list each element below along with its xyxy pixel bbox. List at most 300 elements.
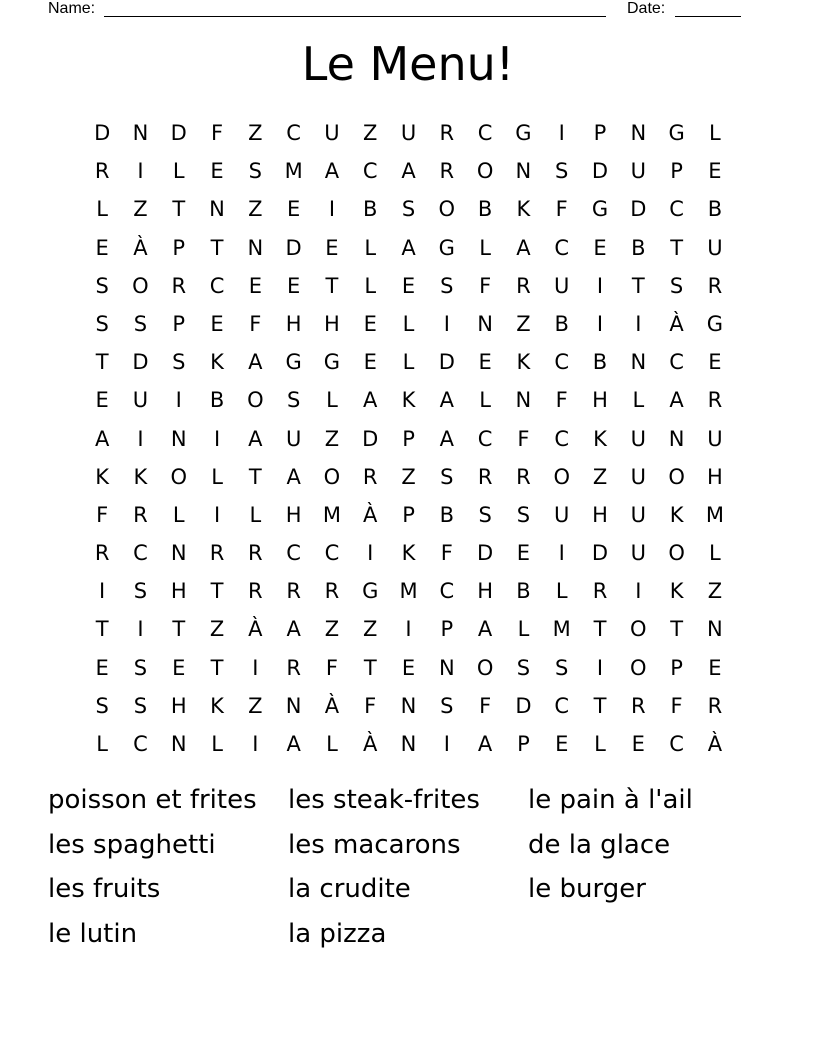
grid-letter: A <box>363 388 378 413</box>
grid-row <box>83 687 736 725</box>
grid-letter: A <box>516 235 531 260</box>
grid-letter: I <box>596 273 604 298</box>
grid-letter: R <box>248 579 263 604</box>
grid-letter: S <box>133 311 148 336</box>
grid-letter: M <box>705 502 724 527</box>
grid-letter: Z <box>363 617 378 642</box>
grid-letter: D <box>630 197 647 222</box>
grid-letter: P <box>517 732 530 756</box>
grid-letter: S <box>478 502 492 527</box>
grid-letter: U <box>132 388 149 413</box>
grid-letter: T <box>95 350 109 375</box>
word-list-item: les fruits <box>48 874 161 904</box>
grid-letter: E <box>95 235 109 260</box>
grid-letter: U <box>554 273 570 298</box>
grid-letter: K <box>210 693 224 718</box>
grid-letter: F <box>440 541 453 566</box>
grid-letter: A <box>439 388 454 413</box>
grid-letter: R <box>631 693 646 718</box>
grid-letter: M <box>399 579 418 604</box>
grid-letter: L <box>594 732 606 756</box>
grid-letter: E <box>286 273 301 298</box>
grid-letter: B <box>631 235 646 260</box>
grid-letter: C <box>286 121 301 145</box>
grid-letter: R <box>209 541 225 566</box>
grid-letter: N <box>209 197 225 222</box>
grid-letter: T <box>248 464 262 489</box>
grid-letter: N <box>707 617 723 642</box>
grid-letter: E <box>172 655 186 680</box>
grid-letter: C <box>133 541 148 566</box>
grid-letter: D <box>285 235 302 260</box>
grid-letter: P <box>670 655 683 680</box>
grid-letter: N <box>400 693 417 718</box>
grid-letter: D <box>438 350 455 375</box>
grid-letter: E <box>210 311 224 336</box>
grid-letter: S <box>133 693 148 718</box>
grid-row <box>83 610 736 648</box>
grid-letter: U <box>554 502 570 527</box>
grid-letter: C <box>669 732 684 756</box>
grid-row <box>83 725 736 763</box>
grid-letter: H <box>324 311 340 336</box>
grid-letter: E <box>516 541 531 566</box>
grid-letter: O <box>247 388 264 413</box>
grid-letter: I <box>367 541 374 566</box>
grid-letter: À <box>133 235 148 260</box>
grid-letter: R <box>133 502 148 527</box>
grid-letter: M <box>552 617 571 642</box>
grid-letter: L <box>517 617 530 642</box>
grid-letter: C <box>286 541 301 566</box>
grid-letter: C <box>477 426 493 451</box>
grid-letter: À <box>324 693 340 718</box>
grid-letter: R <box>516 464 531 489</box>
grid-letter: A <box>439 426 454 451</box>
grid-letter: N <box>477 311 493 336</box>
grid-letter: H <box>592 502 608 527</box>
grid-letter: N <box>132 121 149 145</box>
grid-letter: R <box>362 464 378 489</box>
page-title: Le Menu! <box>301 37 515 91</box>
grid-letter: E <box>95 388 109 413</box>
grid-letter: A <box>248 350 263 375</box>
grid-letter: Z <box>248 197 263 222</box>
grid-letter: S <box>440 464 454 489</box>
grid-letter: P <box>670 159 683 184</box>
grid-letter: U <box>324 121 340 145</box>
grid-letter: F <box>210 121 224 145</box>
grid-letter: A <box>669 388 684 413</box>
grid-letter: I <box>252 655 259 680</box>
grid-row <box>83 496 736 534</box>
grid-letter: A <box>94 426 110 451</box>
grid-letter: U <box>630 426 646 451</box>
grid-letter: A <box>286 732 301 756</box>
word-list-row <box>48 869 768 914</box>
grid-letter: O <box>553 464 570 489</box>
grid-letter: P <box>402 426 415 451</box>
grid-letter: G <box>323 350 341 375</box>
date-label: Date: <box>627 0 666 17</box>
grid-row <box>83 649 736 687</box>
grid-letter: R <box>439 159 455 184</box>
grid-letter: D <box>591 541 609 566</box>
date-blank-line[interactable] <box>675 0 741 17</box>
grid-letter: L <box>555 579 568 604</box>
grid-letter: B <box>554 311 569 336</box>
grid-letter: S <box>172 350 186 375</box>
grid-letter: E <box>708 159 722 184</box>
grid-letter: S <box>133 579 148 604</box>
grid-letter: L <box>172 159 185 184</box>
grid-letter: G <box>515 121 532 145</box>
grid-letter: K <box>95 464 110 489</box>
grid-letter: U <box>400 121 417 145</box>
grid-letter: I <box>137 617 144 642</box>
grid-letter: L <box>96 197 108 222</box>
grid-letter: T <box>670 235 684 260</box>
word-list-item: les spaghetti <box>48 829 216 860</box>
grid-letter: K <box>593 426 607 451</box>
grid-letter: U <box>630 541 646 566</box>
grid-letter: R <box>439 121 455 145</box>
word-list-item: de la glace <box>528 829 671 860</box>
grid-letter: I <box>99 579 106 604</box>
grid-letter: R <box>707 388 723 413</box>
grid-letter: L <box>364 235 377 260</box>
grid-letter: P <box>440 617 454 642</box>
grid-letter: N <box>285 693 302 718</box>
grid-letter: T <box>593 617 607 642</box>
grid-letter: H <box>592 388 608 413</box>
grid-letter: S <box>440 693 454 718</box>
grid-letter: Z <box>133 197 148 222</box>
grid-letter: I <box>443 311 450 336</box>
grid-letter: O <box>438 197 456 222</box>
grid-letter: B <box>516 579 531 604</box>
grid-letter: E <box>248 273 262 298</box>
grid-letter: C <box>554 426 570 451</box>
grid-letter: R <box>171 273 187 298</box>
grid-letter: F <box>479 273 492 298</box>
grid-letter: R <box>707 693 723 718</box>
grid-letter: Z <box>324 426 340 451</box>
grid-letter: D <box>170 121 187 145</box>
grid-letter: B <box>592 350 608 375</box>
grid-letter: G <box>591 197 609 222</box>
grid-letter: D <box>132 350 149 375</box>
name-label: Name: <box>48 0 96 17</box>
grid-letter: D <box>591 159 609 184</box>
grid-row <box>83 343 736 381</box>
grid-letter: T <box>95 617 109 642</box>
grid-letter: O <box>668 541 685 566</box>
grid-letter: F <box>364 693 377 718</box>
grid-letter: L <box>364 273 377 298</box>
grid-letter: M <box>322 502 341 527</box>
grid-letter: S <box>516 502 531 527</box>
grid-letter: Z <box>209 617 225 642</box>
grid-letter: G <box>362 579 379 604</box>
grid-letter: T <box>631 273 645 298</box>
grid-letter: N <box>668 426 685 451</box>
grid-letter: L <box>479 388 491 413</box>
grid-letter: C <box>439 579 455 604</box>
grid-letter: I <box>137 426 144 451</box>
grid-letter: F <box>517 426 530 451</box>
grid-letter: Z <box>592 464 608 489</box>
grid-letter: E <box>95 655 109 680</box>
grid-letter: N <box>630 350 647 375</box>
word-list <box>48 780 768 958</box>
grid-letter: F <box>325 655 338 680</box>
grid-letter: F <box>249 311 262 336</box>
grid-letter: I <box>596 655 604 680</box>
grid-letter: S <box>95 693 109 718</box>
grid-letter: O <box>630 655 647 680</box>
grid-row <box>83 152 736 190</box>
grid-row <box>83 190 736 228</box>
grid-letter: U <box>285 426 302 451</box>
grid-letter: R <box>248 541 263 566</box>
grid-letter: K <box>669 502 684 527</box>
name-blank-line[interactable] <box>104 0 606 17</box>
grid-letter: P <box>172 311 186 336</box>
word-list-item: poisson et frites <box>48 785 257 815</box>
grid-letter: N <box>515 388 532 413</box>
grid-letter: O <box>476 655 494 680</box>
grid-letter: L <box>632 388 645 413</box>
grid-letter: T <box>670 617 684 642</box>
grid-letter: L <box>402 350 415 375</box>
grid-letter: E <box>708 655 722 680</box>
grid-letter: R <box>592 579 608 604</box>
grid-letter: G <box>706 311 724 336</box>
grid-letter: R <box>324 579 340 604</box>
grid-letter: I <box>405 617 412 642</box>
grid-letter: Z <box>363 121 378 145</box>
grid-letter: F <box>96 502 109 527</box>
grid-letter: C <box>477 121 493 145</box>
grid-letter: I <box>213 502 221 527</box>
grid-letter: H <box>285 311 302 336</box>
grid-letter: G <box>438 235 455 260</box>
grid-row <box>83 458 736 496</box>
grid-letter: S <box>286 388 301 413</box>
grid-letter: N <box>438 655 455 680</box>
grid-letter: L <box>709 121 721 145</box>
grid-letter: E <box>325 235 339 260</box>
grid-letter: D <box>515 693 532 718</box>
grid-letter: A <box>248 426 263 451</box>
grid-letter: H <box>170 579 187 604</box>
grid-letter: P <box>402 502 415 527</box>
grid-letter: S <box>516 655 531 680</box>
grid-letter: G <box>668 121 685 145</box>
grid-letter: I <box>328 197 336 222</box>
grid-letter: P <box>172 235 186 260</box>
grid-letter: À <box>363 732 378 756</box>
grid-letter: T <box>363 655 377 680</box>
grid-letter: Z <box>248 693 263 718</box>
grid-letter: A <box>401 159 416 184</box>
grid-letter: F <box>479 693 492 718</box>
grid-letter: N <box>170 426 187 451</box>
grid-letter: À <box>669 311 684 336</box>
grid-letter: L <box>211 464 223 489</box>
grid-letter: B <box>363 197 378 222</box>
grid-letter: A <box>286 464 301 489</box>
grid-letter: B <box>477 197 493 222</box>
grid-letter: S <box>555 159 569 184</box>
grid-letter: N <box>630 121 647 145</box>
grid-letter: O <box>132 273 149 298</box>
grid-letter: K <box>516 350 531 375</box>
grid-letter: E <box>631 732 645 756</box>
grid-letter: L <box>249 502 262 527</box>
grid-letter: C <box>554 350 570 375</box>
word-list-item: le pain à l'ail <box>528 785 693 815</box>
grid-row <box>83 534 736 572</box>
grid-letter: U <box>630 502 646 527</box>
grid-letter: U <box>630 159 646 184</box>
grid-row <box>83 381 736 419</box>
grid-letter: I <box>558 121 565 145</box>
grid-letter: O <box>170 464 187 489</box>
grid-row <box>83 229 736 267</box>
word-list-item: la crudite <box>288 874 411 904</box>
grid-letter: S <box>248 159 262 184</box>
word-search-grid <box>83 114 736 762</box>
grid-letter: H <box>285 502 302 527</box>
grid-letter: L <box>211 732 223 756</box>
grid-letter: R <box>707 273 723 298</box>
grid-letter: A <box>401 235 416 260</box>
grid-letter: U <box>630 464 646 489</box>
grid-letter: Z <box>516 311 531 336</box>
grid-letter: C <box>209 273 225 298</box>
grid-letter: S <box>401 197 416 222</box>
word-list-row <box>48 914 768 959</box>
grid-letter: R <box>286 655 301 680</box>
grid-letter: C <box>669 350 684 375</box>
grid-letter: E <box>363 311 377 336</box>
grid-letter: N <box>400 732 417 756</box>
grid-letter: B <box>707 197 723 222</box>
grid-letter: O <box>476 159 494 184</box>
grid-letter: I <box>558 541 565 566</box>
grid-letter: E <box>401 273 416 298</box>
grid-letter: N <box>247 235 264 260</box>
grid-letter: C <box>554 235 570 260</box>
grid-letter: R <box>94 541 110 566</box>
grid-letter: Z <box>248 121 263 145</box>
word-list-item: la pizza <box>288 918 387 949</box>
grid-letter: Z <box>707 579 723 604</box>
grid-letter: C <box>362 159 378 184</box>
grid-letter: I <box>175 388 182 413</box>
grid-row <box>83 305 736 343</box>
grid-letter: A <box>286 617 301 642</box>
grid-letter: L <box>96 732 108 756</box>
grid-letter: A <box>324 159 340 184</box>
grid-letter: C <box>554 693 570 718</box>
word-list-item: les steak-frites <box>288 785 480 815</box>
grid-letter: C <box>669 197 684 222</box>
grid-letter: A <box>477 617 493 642</box>
grid-letter: O <box>668 464 685 489</box>
grid-letter: O <box>323 464 341 489</box>
grid-letter: R <box>516 273 531 298</box>
grid-letter: G <box>285 350 302 375</box>
grid-letter: N <box>170 541 187 566</box>
grid-letter: E <box>363 350 377 375</box>
grid-letter: I <box>443 732 450 756</box>
grid-letter: C <box>133 732 148 756</box>
grid-letter: N <box>170 732 187 756</box>
grid-letter: T <box>210 579 224 604</box>
header-line <box>48 0 748 20</box>
grid-letter: T <box>172 617 186 642</box>
grid-letter: E <box>593 235 607 260</box>
grid-row <box>83 114 736 152</box>
grid-letter: A <box>477 732 493 756</box>
grid-letter: U <box>707 235 723 260</box>
word-list-row <box>48 780 768 825</box>
grid-letter: À <box>707 732 723 756</box>
grid-letter: I <box>252 732 259 756</box>
grid-letter: Z <box>324 617 340 642</box>
grid-letter: S <box>95 311 109 336</box>
grid-letter: S <box>133 655 148 680</box>
grid-letter: I <box>635 579 642 604</box>
word-list-item: le lutin <box>48 918 138 949</box>
grid-letter: E <box>478 350 492 375</box>
grid-letter: R <box>286 579 301 604</box>
grid-letter: B <box>209 388 225 413</box>
grid-letter: T <box>210 655 224 680</box>
grid-letter: D <box>477 541 494 566</box>
grid-row <box>83 420 736 458</box>
grid-letter: K <box>401 541 416 566</box>
grid-letter: I <box>137 159 144 184</box>
word-list-row <box>48 825 768 870</box>
word-list-item: les macarons <box>288 829 461 860</box>
grid-letter: E <box>555 732 569 756</box>
grid-letter: R <box>477 464 493 489</box>
grid-letter: K <box>401 388 416 413</box>
grid-letter: R <box>94 159 110 184</box>
grid-letter: H <box>707 464 723 489</box>
grid-row <box>83 572 736 610</box>
grid-letter: L <box>709 541 721 566</box>
grid-letter: B <box>439 502 455 527</box>
grid-letter: L <box>479 235 491 260</box>
grid-letter: E <box>286 197 301 222</box>
grid-letter: À <box>363 502 378 527</box>
grid-letter: Z <box>401 464 416 489</box>
grid-letter: F <box>555 197 568 222</box>
grid-letter: H <box>170 693 187 718</box>
grid-letter: N <box>515 159 532 184</box>
grid-letter: L <box>326 732 338 756</box>
grid-letter: C <box>324 541 340 566</box>
grid-letter: E <box>210 159 224 184</box>
grid-letter: S <box>440 273 454 298</box>
grid-letter: À <box>248 617 263 642</box>
grid-letter: K <box>133 464 148 489</box>
